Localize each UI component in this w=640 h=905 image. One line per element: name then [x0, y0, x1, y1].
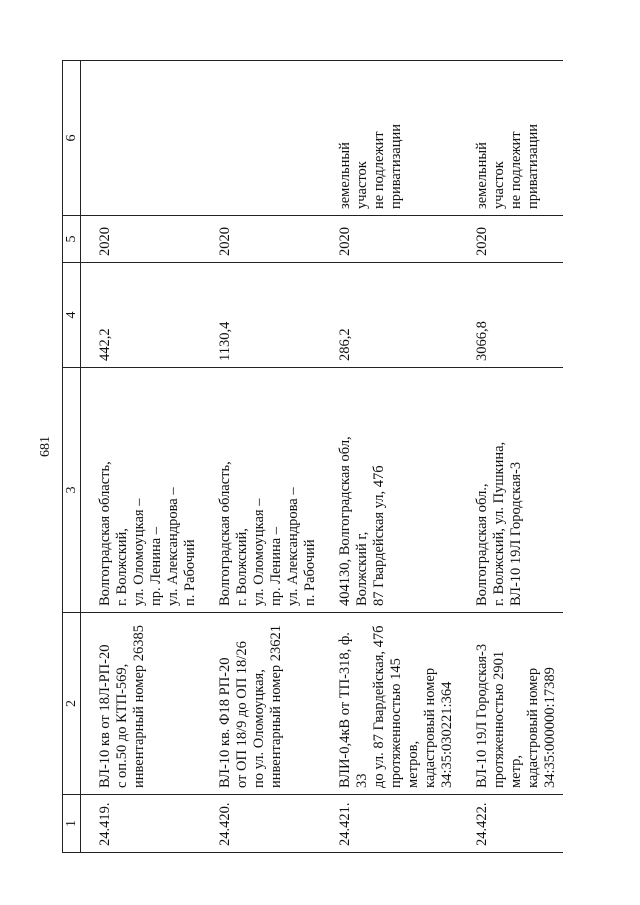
object-length: 3066,8	[460, 263, 563, 368]
object-year: 2020	[203, 216, 323, 263]
object-length: 442,2	[81, 263, 204, 368]
object-address: 404130, Волгоградская обл, Волжский г, 87 Гвардейская ул, 47б	[323, 368, 460, 613]
row-number: 24.420.	[203, 795, 323, 853]
object-note	[203, 61, 323, 216]
page-number: 681	[38, 436, 53, 457]
object-name: ВЛ-10 кв от 18Л-РП-20 с оп.50 до КТП-569, инвентарный номер 26385	[81, 613, 204, 795]
object-address: Волгоградская область, г. Волжский, ул. Оломоуцкая – пр. Ленина – ул. Александрова – п. Рабочий	[203, 368, 323, 613]
column-header: 3	[63, 368, 81, 613]
object-note: земельный участок не подлежит приватизации	[323, 61, 460, 216]
object-note: земельный участок не подлежит приватизации	[460, 61, 563, 216]
row-number: 24.422.	[460, 795, 563, 853]
header-row	[63, 61, 81, 853]
object-name: ВЛ-10 кв. Ф18 РП-20 от ОП 18/9 до ОП 18/26 по ул. Оломоуцкая, инвентарный номер 23621	[203, 613, 323, 795]
column-header: 5	[63, 216, 81, 263]
column-header: 6	[63, 61, 81, 216]
object-length: 1130,4	[203, 263, 323, 368]
object-year: 2020	[81, 216, 204, 263]
table-row	[460, 61, 563, 853]
column-header: 4	[63, 263, 81, 368]
table-row	[81, 61, 204, 853]
row-number: 24.421.	[323, 795, 460, 853]
column-header: 1	[63, 795, 81, 853]
table-row	[203, 61, 323, 853]
property-table	[62, 60, 563, 853]
row-number: 24.419.	[81, 795, 204, 853]
object-name: ВЛИ-0,4кВ от ТП-318, ф. 33 до ул. 87 Гвардейская, 47б протяженностью 145 метров, кадастровый номер 34:35:030221:364	[323, 613, 460, 795]
object-address: Волгоградская область, г. Волжский, ул. Оломоуцкая – пр. Ленина – ул. Александрова – п. Рабочий	[81, 368, 204, 613]
object-address: Волгоградская обл., г. Волжский, ул. Пушкина, ВЛ-10 19Л Городская-3	[460, 368, 563, 613]
column-header: 2	[63, 613, 81, 795]
object-note	[81, 61, 204, 216]
object-year: 2020	[460, 216, 563, 263]
object-length: 286,2	[323, 263, 460, 368]
object-name: ВЛ-10 19Л Городская-3 протяженностью 2901 метр, кадастровый номер 34:35:000000:17389	[460, 613, 563, 795]
object-year: 2020	[323, 216, 460, 263]
table-row	[323, 61, 460, 853]
